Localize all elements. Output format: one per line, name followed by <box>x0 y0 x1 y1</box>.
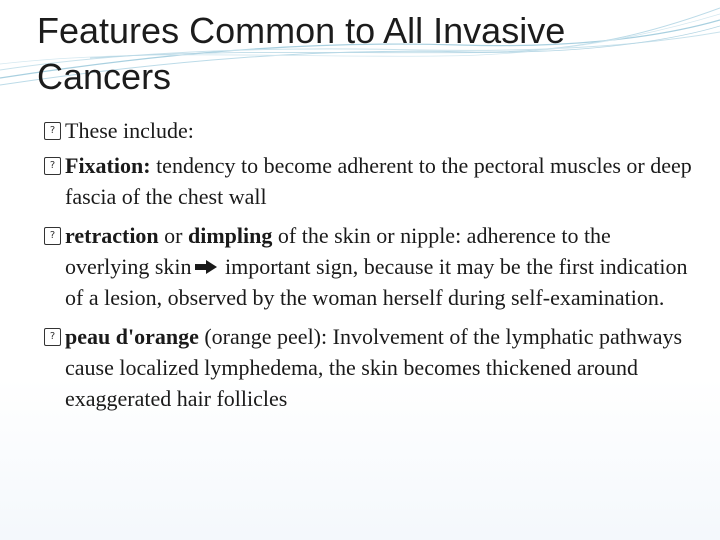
bullet-term: dimpling <box>188 223 273 248</box>
bullet-list <box>44 115 694 422</box>
bullet-connector: or <box>158 223 188 248</box>
bullet-item <box>44 115 694 146</box>
bullet-term: Fixation: <box>65 153 151 178</box>
bullet-item <box>44 321 694 414</box>
bullet-text: tendency to become adherent to the pectoral muscles or deep fascia of the chest wall <box>65 153 692 209</box>
bullet-text: These include: <box>65 118 194 143</box>
missing-glyph-icon: ? <box>44 122 61 140</box>
right-arrow-icon <box>194 259 218 275</box>
bullet-text: important sign, because it may be the first indication of a lesion, observed by the woman herself during self-examination. <box>65 254 688 310</box>
bullet-text: (orange peel): Involvement of the lymphatic pathways cause localized lymphedema, the skin becomes thickened around exaggerated hair follicles <box>65 324 683 411</box>
bullet-term: peau d'orange <box>65 324 199 349</box>
bullet-text: of the skin or nipple: adherence to the overlying skin <box>65 223 611 279</box>
bullet-term: retraction <box>65 223 159 248</box>
bullet-item <box>44 220 694 313</box>
slide-title: Features Common to All Invasive Cancers <box>37 10 566 97</box>
missing-glyph-icon: ? <box>44 157 61 175</box>
missing-glyph-icon: ? <box>44 227 61 245</box>
missing-glyph-icon: ? <box>44 328 61 346</box>
bullet-item <box>44 150 694 212</box>
